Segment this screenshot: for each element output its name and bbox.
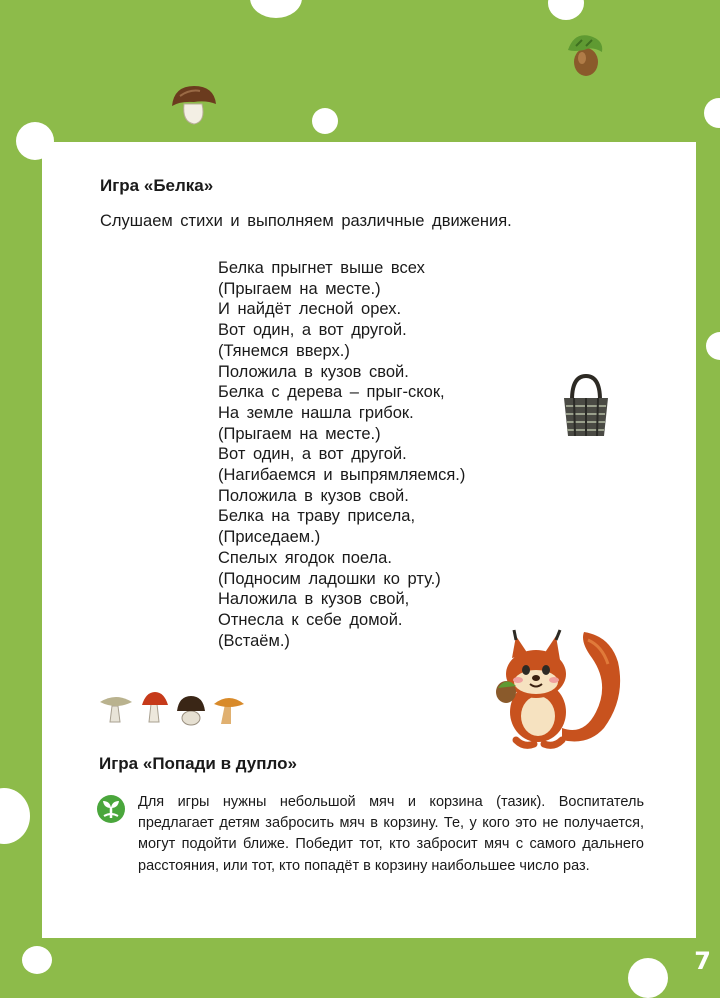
background-dot <box>628 958 668 998</box>
page-number: 7 <box>694 947 711 975</box>
mushroom-icon <box>212 692 246 726</box>
poem-line: Отнесла к себе домой. <box>218 610 403 629</box>
mushroom-icon <box>170 82 218 126</box>
poem-line: Белка с дерева – прыг-скок, <box>218 383 445 402</box>
poem-line: Положила в кузов свой. <box>218 486 409 505</box>
poem-line: (Подносим ладошки ко рту.) <box>218 569 441 588</box>
background-dot <box>706 332 720 360</box>
mushroom-icon <box>140 690 170 724</box>
poem-line: И найдёт лесной орех. <box>218 300 402 319</box>
poem-line: Наложила в кузов свой, <box>218 590 410 609</box>
mushroom-icon <box>174 694 208 726</box>
poem-line: Вот один, а вот другой. <box>218 321 407 340</box>
squirrel-icon <box>492 628 624 750</box>
background-dot <box>312 108 338 134</box>
mushroom-icon <box>98 692 134 724</box>
poem-line: Вот один, а вот другой. <box>218 445 407 464</box>
basket-icon <box>560 372 612 438</box>
background-dot <box>0 788 30 844</box>
poem <box>218 258 465 651</box>
poem-line: (Нагибаемся и выпрямляемся.) <box>218 466 466 485</box>
hazelnut-icon <box>562 30 608 78</box>
sprout-icon <box>96 794 126 824</box>
poem-line: (Прыгаем на месте.) <box>218 424 381 443</box>
poem-line: (Тянемся вверх.) <box>218 341 350 360</box>
background-dot <box>548 0 584 20</box>
background-dot <box>22 946 52 974</box>
game1-lead: Слушаем стихи и выполняем различные движения. <box>100 212 512 230</box>
poem-line: На земле нашла грибок. <box>218 403 414 422</box>
poem-line: Белка на траву присела, <box>218 507 416 526</box>
game2-title: Игра «Попади в дупло» <box>99 754 297 773</box>
poem-line: (Приседаем.) <box>218 528 321 547</box>
poem-line: Положила в кузов свой. <box>218 362 409 381</box>
poem-line: Белка прыгнет выше всех <box>218 259 425 277</box>
poem-line: Спелых ягодок поела. <box>218 548 392 567</box>
background-dot <box>250 0 302 18</box>
game1-title: Игра «Белка» <box>100 176 214 195</box>
poem-line: (Прыгаем на месте.) <box>218 279 381 298</box>
background-dot <box>704 98 720 128</box>
game2-text: Для игры нужны небольшой мяч и корзина (тазик). Воспитатель предлагает детям забросить мяч в корзину. Те, у кого это не получается, могут подойти ближе. Победит тот, кто забросит мяч с самого дальнего расстояния, или тот, кто попадёт в корзину наибольшее число раз. <box>138 794 644 874</box>
poem-line: (Встаём.) <box>218 631 290 650</box>
